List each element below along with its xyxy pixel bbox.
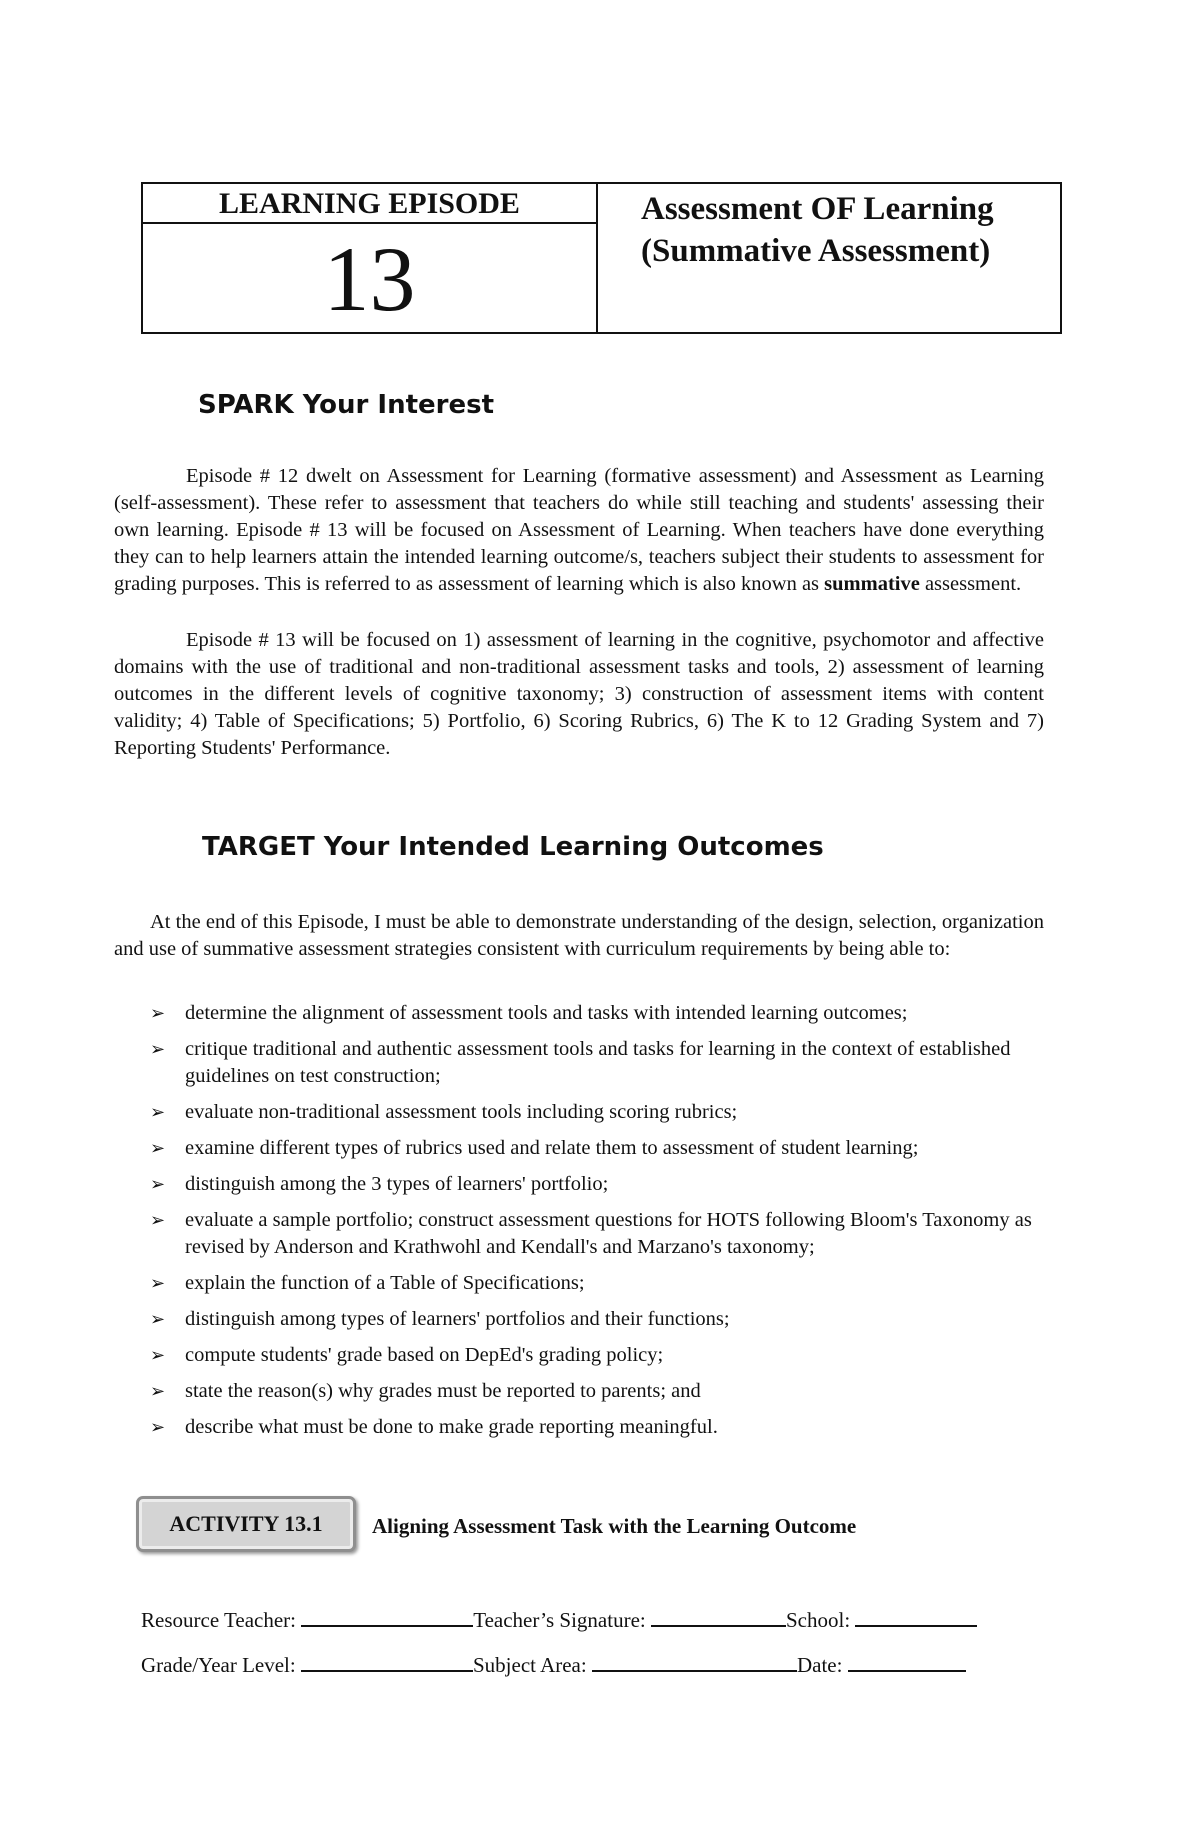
form-row-1 bbox=[141, 1608, 977, 1633]
spark-p2-text: Episode # 13 will be focused on 1) assessment of learning in the cognitive, psychomotor and affective domains with the use of traditional and non-traditional assessment tasks and tools, 2) assessment of learning outcomes in the different levels of cognitive taxonomy; 3) construction of assessment items with content validity; 4) Table of Specifications; 5) Portfolio, 6) Scoring Rubrics, 6) The K to 12 Grading System and 7) Reporting Students' Performance. bbox=[114, 629, 1044, 759]
date-field[interactable] bbox=[848, 1669, 966, 1672]
arrow-bullet-icon: ➢ bbox=[150, 1210, 166, 1231]
arrow-bullet-icon: ➢ bbox=[150, 1039, 166, 1060]
episode-number: 13 bbox=[323, 228, 416, 330]
target-intro bbox=[114, 909, 1044, 963]
list-item: ➢ compute students' grade based on DepEd's grading policy; bbox=[150, 1342, 1050, 1369]
spark-p1-bold: summative bbox=[824, 573, 920, 595]
activity-badge: ACTIVITY 13.1 bbox=[136, 1496, 356, 1552]
spark-paragraph-2 bbox=[114, 627, 1044, 762]
spark-p1-end: assessment. bbox=[924, 573, 1022, 595]
arrow-bullet-icon: ➢ bbox=[150, 1381, 166, 1402]
spark-paragraph-1 bbox=[114, 463, 1044, 598]
list-item: ➢ distinguish among the 3 types of learners' portfolio; bbox=[150, 1171, 1050, 1198]
target-intro-text: At the end of this Episode, I must be able to demonstrate understanding of the design, selection, organization and use of summative assessment strategies consistent with curriculum requirements by being able to: bbox=[114, 911, 1044, 960]
school-label: School: bbox=[785, 1608, 851, 1632]
arrow-bullet-icon: ➢ bbox=[150, 1345, 166, 1366]
episode-cell bbox=[143, 184, 598, 332]
grade-level-label: Grade/Year Level: bbox=[141, 1653, 296, 1677]
list-item: ➢ examine different types of rubrics used and relate them to assessment of student learning; bbox=[150, 1135, 1050, 1162]
list-item: ➢ distinguish among types of learners' portfolios and their functions; bbox=[150, 1306, 1050, 1333]
outcomes-list bbox=[150, 1000, 1050, 1450]
list-item: ➢ evaluate non-traditional assessment tools including scoring rubrics; bbox=[150, 1099, 1050, 1126]
subject-area-label: Subject Area: bbox=[472, 1653, 587, 1677]
arrow-bullet-icon: ➢ bbox=[150, 1138, 166, 1159]
list-item: ➢ evaluate a sample portfolio; construct assessment questions for HOTS following Bloom's Taxonomy as revised by Anderson and Krathwohl and Kendall's and Marzano's taxonomy; bbox=[150, 1209, 1032, 1258]
list-item: ➢ critique traditional and authentic assessment tools and tasks for learning in the context of established guidelines on test construction; bbox=[150, 1038, 1011, 1087]
teacher-signature-label: Teacher’s Signature: bbox=[473, 1608, 646, 1632]
arrow-bullet-icon: ➢ bbox=[150, 1309, 166, 1330]
form-row-2 bbox=[141, 1653, 966, 1678]
arrow-bullet-icon: ➢ bbox=[150, 1003, 166, 1024]
episode-title-cell bbox=[598, 184, 1060, 332]
spark-p1-text: Episode # 12 dwelt on Assessment for Learning (formative assessment) and Assessment as Learning (self-assessment). These refer to assessment that teachers do while still teaching and students' assessing their own learning. Episode # 13 will be focused on Assessment of Learning. When teachers have done everything they can to help learners attain the intended learning outcome/s, teachers subject their students to assessment for grading purposes. This is referred to as assessment of learning which is also known as bbox=[114, 465, 1044, 595]
episode-header-table bbox=[141, 182, 1062, 334]
episode-label: LEARNING EPISODE bbox=[143, 184, 596, 224]
spark-heading: SPARK Your Interest bbox=[198, 390, 495, 420]
list-item: ➢ determine the alignment of assessment tools and tasks with intended learning outcomes; bbox=[150, 1000, 1050, 1027]
date-label: Date: bbox=[796, 1653, 843, 1677]
list-item: ➢ explain the function of a Table of Specifications; bbox=[150, 1270, 1050, 1297]
list-item: ➢ describe what must be done to make grade reporting meaningful. bbox=[150, 1414, 1050, 1441]
resource-teacher-label: Resource Teacher: bbox=[141, 1608, 296, 1632]
arrow-bullet-icon: ➢ bbox=[150, 1102, 166, 1123]
target-heading: TARGET Your Intended Learning Outcomes bbox=[202, 832, 824, 862]
arrow-bullet-icon: ➢ bbox=[150, 1417, 166, 1438]
grade-level-field[interactable] bbox=[301, 1669, 473, 1672]
school-field[interactable] bbox=[855, 1624, 977, 1627]
teacher-signature-field[interactable] bbox=[651, 1624, 786, 1627]
arrow-bullet-icon: ➢ bbox=[150, 1174, 166, 1195]
resource-teacher-field[interactable] bbox=[301, 1624, 473, 1627]
episode-title-line2: (Summative Assessment) bbox=[641, 233, 991, 269]
arrow-bullet-icon: ➢ bbox=[150, 1273, 166, 1294]
activity-title: Aligning Assessment Task with the Learning Outcome bbox=[372, 1514, 857, 1538]
list-item: ➢ state the reason(s) why grades must be reported to parents; and bbox=[150, 1378, 1050, 1405]
episode-title-line1: Assessment OF Learning bbox=[641, 191, 994, 227]
subject-area-field[interactable] bbox=[592, 1669, 797, 1672]
